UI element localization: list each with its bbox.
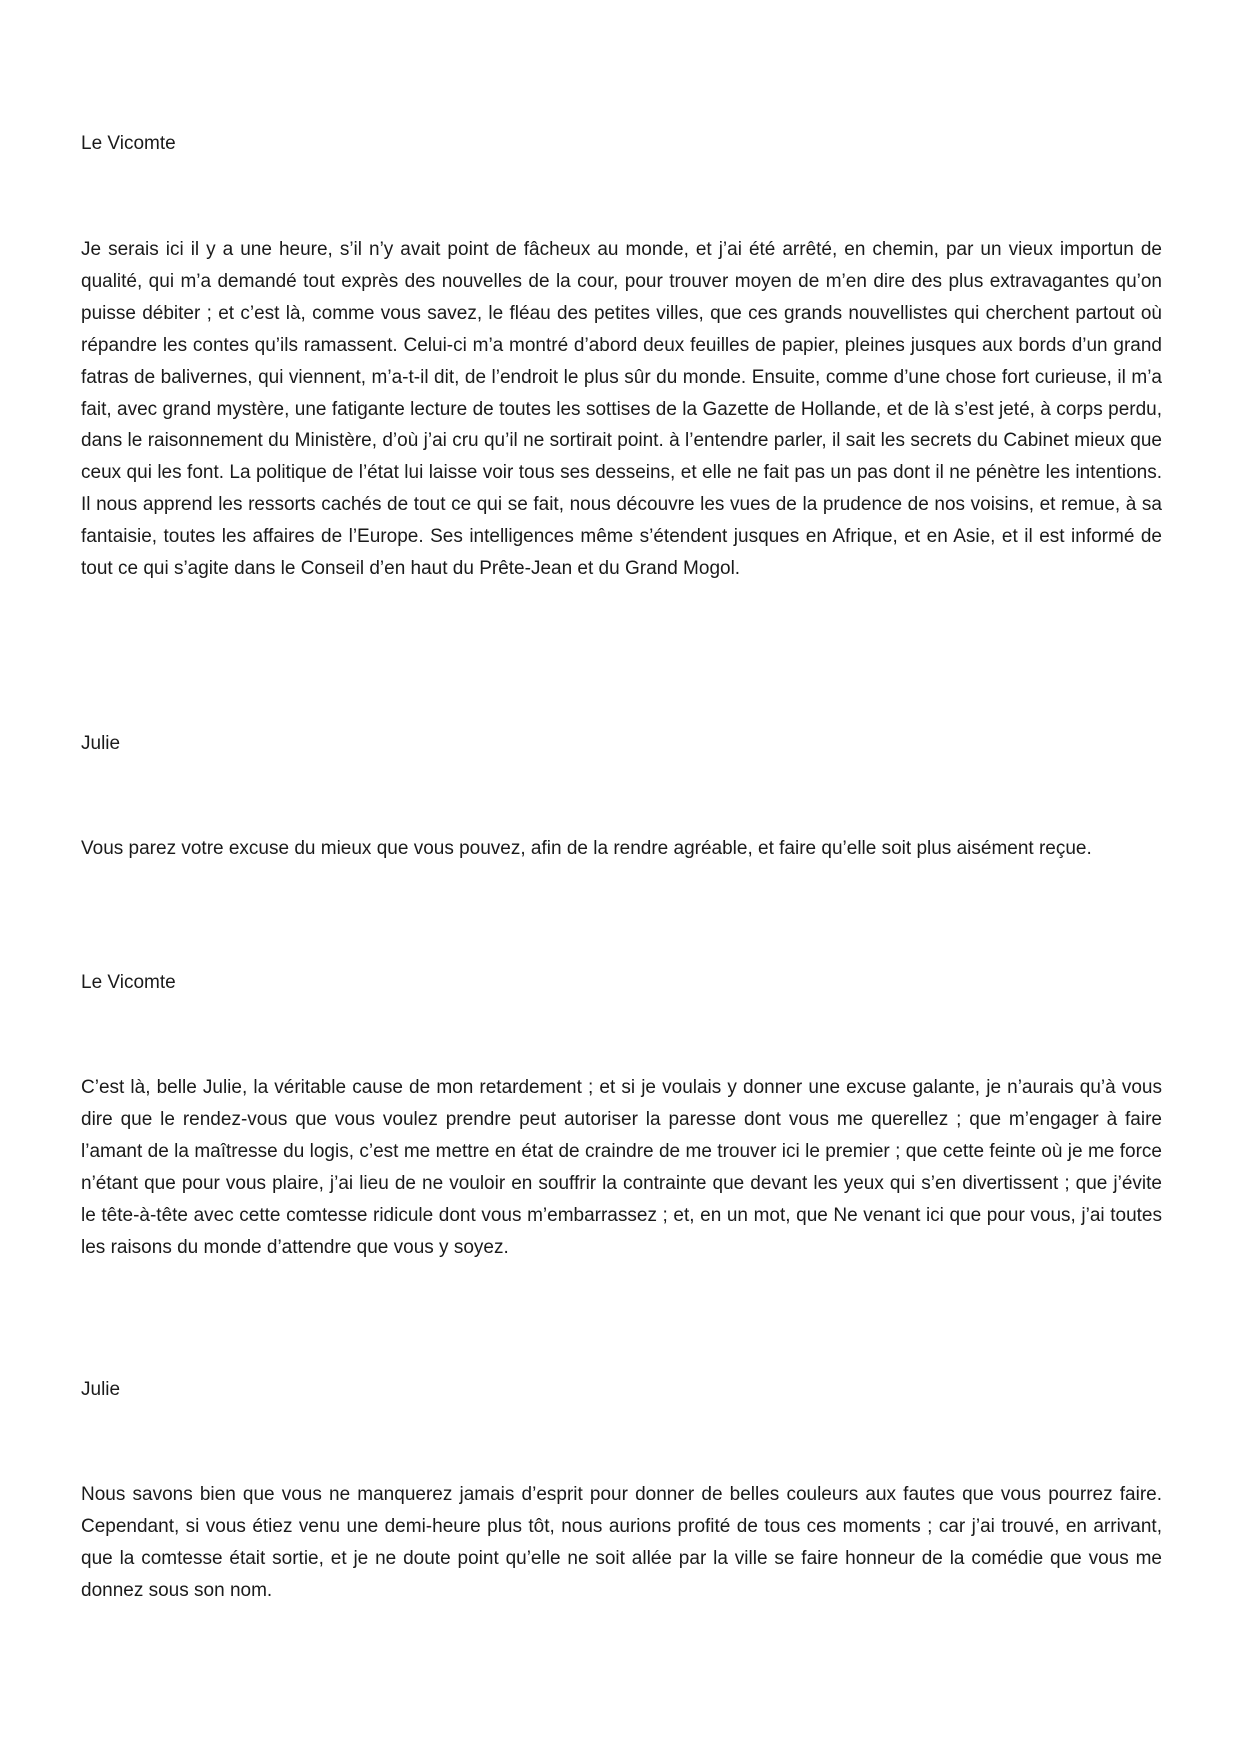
speaker-name: Le Vicomte	[81, 972, 176, 993]
speaker-name: Le Vicomte	[81, 133, 176, 154]
speaker-name: Julie	[81, 1379, 121, 1400]
dialogue-paragraph: Nous savons bien que vous ne manquerez jamais d’esprit pour donner de belles couleurs aux fautes que vous pourrez faire. Cependant, si vous étiez venu une demi-heure plus tôt, nous aurions profité de tous ces moments ; car j’ai trouvé, en arrivant, que la comtesse était sortie, et je ne doute point qu’elle ne soit allée par la ville se faire honneur de la comédie que vous me donnez sous son nom.	[81, 1484, 1162, 1601]
speaker-name: Julie	[81, 733, 121, 754]
dialogue-paragraph: C’est là, belle Julie, la véritable cause de mon retardement ; et si je voulais y donner une excuse galante, je n’aurais qu’à vous dire que le rendez-vous que vous voulez prendre peut autoriser la paresse dont vous me querellez ; que m’engager à faire l’amant de la maîtresse du logis, c’est me mettre en état de craindre de me trouver ici le premier ; que cette feinte où je me force n’étant que pour vous plaire, j’ai lieu de ne vouloir en souffrir la contrainte que devant les yeux qui s’en divertissent ; que j’évite le tête-à-tête avec cette comtesse ridicule dont vous m’embarrassez ; et, en un mot, que Ne venant ici que pour vous, j’ai toutes les raisons du monde d’attendre que vous y soyez.	[81, 1077, 1162, 1258]
dialogue-paragraph: Je serais ici il y a une heure, s’il n’y avait point de fâcheux au monde, et j’ai été arrêté, en chemin, par un vieux importun de qualité, qui m’a demandé tout exprès des nouvelles de la cour, pour trouver moyen de m’en dire des plus extravagantes qu’on puisse débiter ; et c’est là, comme vous savez, le fléau des petites villes, que ces grands nouvellistes qui cherchent partout où répandre les contes qu’ils ramassent. Celui-ci m’a montré d’abord deux feuilles de papier, pleines jusques aux bords d’un grand fatras de balivernes, qui viennent, m’a-t-il dit, de l’endroit le plus sûr du monde. Ensuite, comme d’une chose fort curieuse, il m’a fait, avec grand mystère, une fatigante lecture de toutes les sottises de la Gazette de Hollande, et de là s’est jeté, à corps perdu, dans le raisonnement du Ministère, d’où j’ai cru qu’il ne sortirait point. à l’entendre parler, il sait les secrets du Cabinet mieux que ceux qui les font. La politique de l’état lui laisse voir tous ses desseins, et elle ne fait pas un pas dont il ne pénètre les intentions. Il nous apprend les ressorts cachés de tout ce qui se fait, nous découvre les vues de la prudence de nos voisins, et remue, à sa fantaisie, toutes les affaires de l’Europe. Ses intelligences même s’étendent jusques en Afrique, et en Asie, et il est informé de tout ce qui s’agite dans le Conseil d’en haut du Prête-Jean et du Grand Mogol.	[81, 239, 1162, 580]
dialogue-paragraph: Vous parez votre excuse du mieux que vous pouvez, afin de la rendre agréable, et faire qu’elle soit plus aisément reçue.	[81, 838, 1092, 859]
